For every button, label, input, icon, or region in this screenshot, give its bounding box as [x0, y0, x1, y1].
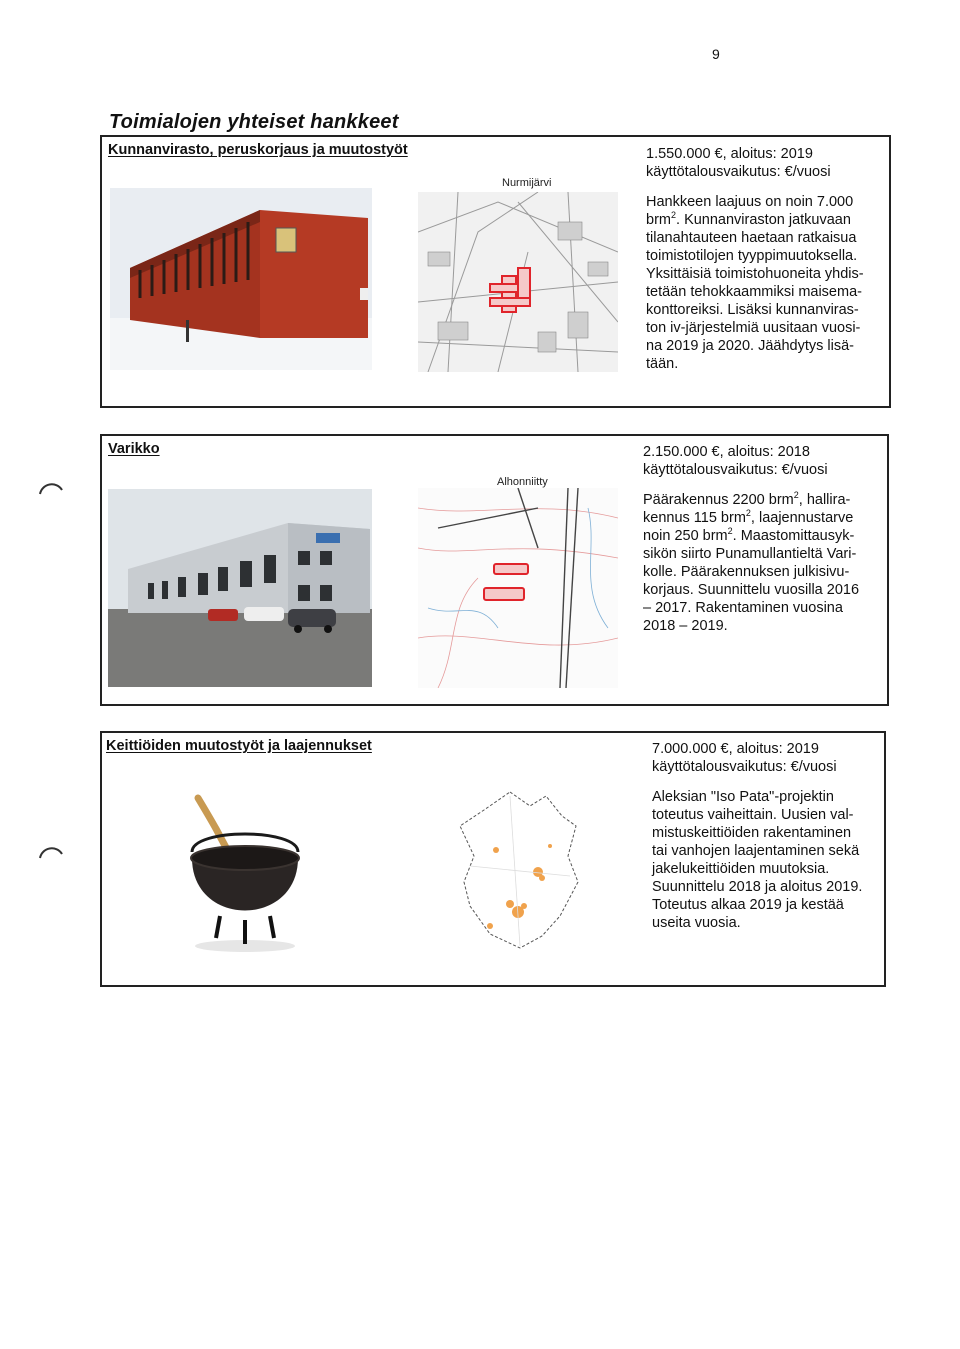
description-line: mistuskeittiöiden rakentaminen [652, 825, 852, 841]
description-line: ton iv-järjestelmiä uusitaan vuosi- [646, 320, 861, 336]
project-title: Keittiöiden muutostyöt ja laajennukset [106, 738, 372, 754]
operating-effect-line: käyttötalousvaikutus: €/vuosi [646, 164, 831, 180]
description-line: brm$^2$. Kunnanviraston jatkuvaan [646, 210, 851, 228]
operating-effect-line: käyttötalousvaikutus: €/vuosi [652, 759, 837, 775]
project-title: Varikko [108, 441, 160, 457]
cost-line: 2.150.000 €, aloitus: 2018 [643, 444, 810, 460]
project-title: Kunnanvirasto, peruskorjaus ja muutostyöt [108, 142, 408, 158]
description-line: na 2019 ja 2020. Jäähdytys lisä- [646, 338, 854, 354]
description-line: Päärakennus 2200 brm$^2$, hallira- [643, 490, 851, 508]
punch-hole-mark [36, 842, 66, 872]
site-map [418, 192, 618, 372]
description-line: Suunnittelu 2018 ja aloitus 2019. [652, 879, 863, 895]
description-line: toimistotilojen tyyppimuutoksella. [646, 248, 858, 264]
description-line: Yksittäisiä toimistohuoneita yhdis- [646, 266, 864, 282]
punch-hole-mark [36, 478, 66, 508]
building-photo [110, 188, 372, 370]
description-line: noin 250 brm$^2$. Maastomittausyk- [643, 526, 855, 544]
description-line: jakelukeittiöiden muutoksia. [652, 861, 830, 877]
depot-photo [108, 489, 372, 687]
description-line: kennus 115 brm$^2$, laajennustarve [643, 508, 854, 526]
description-line: Toteutus alkaa 2019 ja kestää [652, 897, 844, 913]
description-line: 2018 – 2019. [643, 618, 728, 634]
description-line: Aleksian "Iso Pata"-projektin [652, 789, 834, 805]
map-caption: Nurmijärvi [502, 177, 552, 189]
description-line: – 2017. Rakentaminen vuosina [643, 600, 843, 616]
description-line: konttoreiksi. Lisäksi kunnanviras- [646, 302, 859, 318]
description-line: tilanahtauteen haetaan ratkaisua [646, 230, 857, 246]
description-line: sikön siirto Punamullantieltä Vari- [643, 546, 857, 562]
section-heading: Toimialojen yhteiset hankkeet [109, 111, 399, 133]
project-description [643, 443, 883, 635]
cost-line: 1.550.000 €, aloitus: 2019 [646, 146, 813, 162]
site-map [418, 488, 618, 688]
description-line: Hankkeen laajuus on noin 7.000 [646, 194, 854, 210]
description-line: tään. [646, 356, 679, 372]
project-description [652, 740, 884, 932]
description-line: kolle. Päärakennuksen julkisivu- [643, 564, 850, 580]
page-number: 9 [712, 46, 720, 62]
description-line: korjaus. Suunnittelu vuosilla 2016 [643, 582, 860, 598]
description-line: tai vanhojen laajentaminen sekä [652, 843, 860, 859]
project-description [646, 145, 884, 373]
operating-effect-line: käyttötalousvaikutus: €/vuosi [643, 462, 828, 478]
cooking-pot-photo [170, 788, 320, 958]
municipality-map [450, 786, 590, 954]
description-line: toteutus vaiheittain. Uusien val- [652, 807, 854, 823]
description-line: useita vuosia. [652, 915, 741, 931]
cost-line: 7.000.000 €, aloitus: 2019 [652, 741, 819, 757]
map-caption: Alhonniitty [497, 476, 548, 488]
description-line: tetään tehokkaammiksi maisema- [646, 284, 862, 300]
